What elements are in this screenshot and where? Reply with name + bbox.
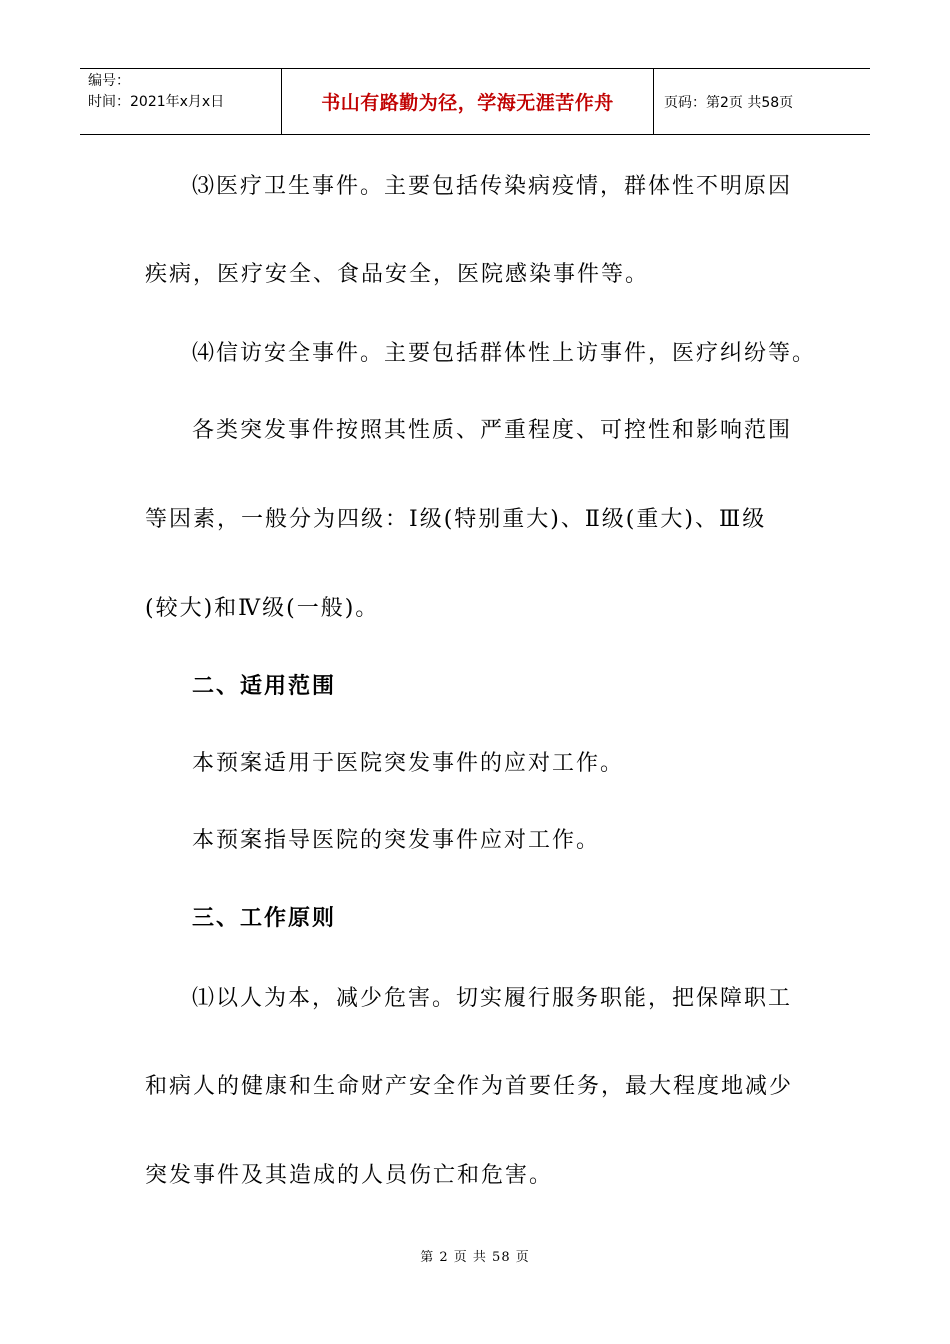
paragraph-line: 本预案指导医院的突发事件应对工作。 — [192, 828, 601, 853]
paragraph-line: 突发事件及其造成的人员伤亡和危害。 — [145, 1163, 554, 1188]
header-meta — [80, 69, 282, 134]
paragraph-line: 疾病，医疗安全、食品安全，医院感染事件等。 — [145, 262, 650, 287]
number-label: 编号： — [88, 73, 130, 89]
header-page-info: 页码：第2页 共58页 — [664, 94, 794, 111]
section-heading: 二、适用范围 — [192, 674, 337, 699]
page-footer: 第 2 页 共 58 页 — [420, 1250, 530, 1265]
paragraph-line: 等因素，一般分为四级：Ⅰ级(特别重大)、Ⅱ级(重大)、Ⅲ级 — [145, 507, 767, 532]
paragraph-line: (较大)和Ⅳ级(一般)。 — [145, 596, 380, 621]
paragraph-line: ⑶医疗卫生事件。主要包括传染病疫情，群体性不明原因 — [192, 174, 793, 199]
time-label: 时间：2021年x月x日 — [88, 94, 225, 110]
paragraph-line: ⑴以人为本，减少危害。切实履行服务职能，把保障职工 — [192, 986, 793, 1011]
section-heading: 三、工作原则 — [192, 906, 337, 931]
header-motto: 书山有路勤为径，学海无涯苦作舟 — [282, 69, 654, 134]
paragraph-line: ⑷信访安全事件。主要包括群体性上访事件，医疗纠纷等。 — [192, 341, 817, 366]
paragraph-line: 和病人的健康和生命财产安全作为首要任务，最大程度地减少 — [145, 1074, 794, 1099]
paragraph-line: 本预案适用于医院突发事件的应对工作。 — [192, 751, 625, 776]
page-header — [80, 68, 870, 135]
paragraph-line: 各类突发事件按照其性质、严重程度、可控性和影响范围 — [192, 418, 793, 443]
